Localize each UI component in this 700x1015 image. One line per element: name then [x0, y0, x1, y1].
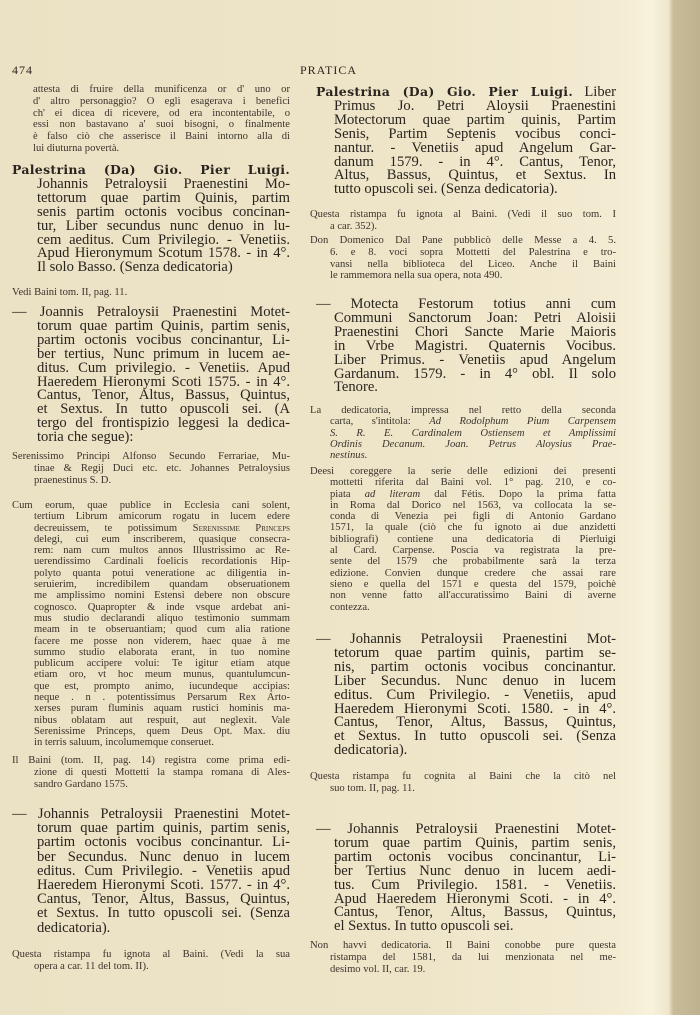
- text-line: tinae & Regij Duci etc. etc. Johannes Petraloysius: [34, 462, 290, 474]
- text-line: torum quae partim Quinis, partim senis,: [37, 317, 290, 334]
- text-line: ditus. Cum privilegio. - Venetiis. Apud: [37, 359, 290, 376]
- text-line: Questa ristampa fu ignota al Baini. (Vedi la sua: [12, 949, 290, 960]
- text-line: Haeredem Hieronymi Scoti. 1577. - in 4°.: [37, 877, 290, 894]
- text-line: Il Baini (tom. II, pag. 14) registra come prima edi-: [12, 755, 290, 766]
- text-line: vansi nella biblioteca del Liceo. Anche il Baini: [330, 258, 616, 270]
- text-line: partim octonis vocibus concinantur, Li-: [37, 331, 290, 348]
- text-line: Questa ristampa fu ignota al Baini. (Vedi il suo tom. I: [310, 209, 616, 220]
- text-line: a car. 352).: [330, 220, 378, 232]
- text-line: dedicatoria).: [37, 919, 111, 936]
- entry-heading: Palestrina (Da) Gio. Pier Luigi.: [12, 162, 290, 177]
- entry-heading-rest: Liber: [584, 84, 616, 100]
- running-title: PRATICA: [300, 63, 358, 77]
- text-line: Primus Jo. Petri Aloysii Praenestini: [334, 97, 616, 114]
- text-line: cognosco. Quapropter & inde vsque ardebat ani-: [34, 601, 290, 613]
- text-line: cem aeditus. Cum Privilegio. - Venetiis.: [37, 231, 290, 248]
- text-line: edizione. Convien dunque credere che assai rare: [330, 567, 616, 579]
- text-line: et Sextus. In tutto opuscoli sei. (A: [37, 401, 290, 418]
- text-line: — Joannis Petraloysii Praenestini Motet-: [12, 304, 290, 320]
- text-line: in terris saluum, incolumemque conseruet.: [34, 737, 215, 749]
- text-line: et Sextus. In tutto opuscoli sei. (Senza: [37, 905, 290, 922]
- text-line: et Sextus. In tutto opuscoli sei. (Senza: [334, 728, 616, 745]
- text-line: contezza.: [330, 601, 370, 613]
- text-line: tur, Liber secundus nunc denuo in lu-: [37, 217, 290, 234]
- text-line: in Roma dal Dorico nel 1563, va collocata la se-: [330, 499, 616, 511]
- text-line: partim octonis vocibus concinantur, Li-: [334, 848, 616, 865]
- text-line: sieno e quella del 1571 e questa del 1579, poichè: [330, 578, 616, 590]
- text-line: Johannis Petraloysii Praenestini Mo-: [37, 175, 290, 192]
- text-line: danum 1579. - in 4°. Cantus, Tenor,: [334, 153, 616, 170]
- text-line: non venne fatto all'accuratissimo Baini di averne: [330, 590, 616, 602]
- text-line: uerendissimo Cardinali foelicis recordationis Hip-: [34, 556, 290, 568]
- entry-note: [12, 949, 290, 973]
- text-line: lui diuturna povertà.: [33, 142, 120, 154]
- text-line: que est, prompto animo, iucundeque accipias:: [34, 680, 290, 692]
- entry-note: [310, 235, 616, 282]
- text-line: Ordinis Decanum. Joan. Petrus Aloysius Prae-: [330, 438, 616, 450]
- text-line: ch' ei dicea di ricevere, od era incontentabile, o: [33, 107, 290, 119]
- text-line: toria che segue):: [37, 429, 134, 446]
- text-line: — Johannis Petraloysii Praenestini Motet-: [316, 821, 616, 837]
- entry-note: [12, 287, 290, 299]
- entry-note: [310, 466, 616, 613]
- text-line: nantur. - Venetiis apud Angelum Gar-: [334, 139, 616, 156]
- text-line: nestinus.: [330, 450, 368, 462]
- text-line: opera a car. 11 del tom. II).: [34, 960, 149, 972]
- text-line: tergo del frontispizio leggesi la dedica-: [37, 415, 290, 432]
- text-line: Apud Hieronymum Scotum 1578. - in 4°.: [37, 245, 290, 262]
- text-line: Communi Sanctorum Joan: Petri Aloisii: [334, 309, 616, 326]
- text-line: zione di questi Mottetti la stampa romana di Ales-: [34, 766, 290, 778]
- text-line: Questa ristampa fu cognita al Baini che la citò nel: [310, 771, 616, 782]
- text-line: — Motecta Festorum totius anni cum: [316, 296, 616, 312]
- text-line: decreuissem, te potissimum Serenissime Princeps: [34, 522, 290, 534]
- entry-body: [37, 175, 290, 276]
- entry-right-2: [316, 298, 616, 395]
- entry-right-3: [316, 633, 616, 758]
- entry-left-1: [12, 163, 290, 275]
- text-line: Deesi coreggere la serie delle edizioni dei presenti: [310, 466, 616, 477]
- text-line: Liber Primus. - Venetiis apud Angelum: [334, 351, 616, 368]
- text-line: S. R. E. Cardinalem Ostiensem et Amplissimi: [330, 427, 616, 439]
- text-line: Serenissimo Principi Alfonso Secundo Ferrariae, Mu-: [12, 451, 290, 462]
- text-line: Gardanum. 1579. - in 4° obl. Il solo: [334, 365, 616, 382]
- text-line: Liber Secundus. Nunc denuo in lucem: [334, 672, 616, 689]
- text-line: xerses puram fluminis aquam rustici hominis ma-: [34, 703, 290, 715]
- text-line: publicum accipere volui: Te igitur etiam atque: [34, 658, 290, 670]
- text-line: 6. e 8. voci sopra Mottetti del Palestrina e tro-: [330, 246, 616, 258]
- text-line: summo studio elaborata erant, in tuo nomine: [34, 646, 290, 658]
- text-line: ristampa del 1581, da lui menzionata nel me-: [330, 951, 616, 963]
- text-line: piata ad literam dal Fétis. Dopo la prima fatta: [330, 488, 616, 500]
- text-line: essi non bastavano a' suoi bisogni, o finalmente: [33, 119, 290, 131]
- text-line: senis partim octonis vocibus concinan-: [37, 203, 290, 220]
- text-line: nis, partim octonis vocibus concinantur.: [334, 658, 616, 675]
- text-line: — Johannis Petraloysii Praenestini Motet-: [12, 806, 290, 822]
- entry-left-2: [12, 306, 290, 445]
- entry-body: [334, 97, 616, 198]
- text-line: torum quae partim quinis, partim senis,: [37, 820, 290, 837]
- text-line: sandro Gardano 1575.: [34, 778, 128, 790]
- dedication-address: [12, 451, 290, 486]
- text-line: mus studio declarandi aliquo testimonio summam: [34, 612, 290, 624]
- text-line: dedicatoria).: [334, 742, 408, 759]
- text-line: Cantus, Tenor, Altus, Bassus, Quintus,: [37, 387, 290, 404]
- dedication-text: [12, 500, 290, 749]
- text-line: attesta di fruire della munificenza or d' uno or: [33, 84, 290, 95]
- entry-note: [310, 771, 616, 795]
- text-line: bibliografi) contiene una dedicatoria di Pierluigi: [330, 533, 616, 545]
- text-line: nibus oblatam aut respuit, aut neglexit. Vale: [34, 714, 290, 726]
- text-line: Senis, Partim Septenis vocibus conci-: [334, 125, 616, 142]
- text-line: partim octonis vocibus concinantur. Li-: [37, 834, 290, 851]
- text-line: le rammemora nella sua opera, nota 490.: [330, 270, 503, 282]
- entry-left-3: [12, 807, 290, 935]
- text-line: tettorum quae partim Quinis, partim: [37, 189, 290, 206]
- text-line: 1571, la quale (ciò che fu ignoto ai due anzidetti: [330, 522, 616, 534]
- text-line: editus. Cum Privilegio. - Venetiis apud: [37, 862, 290, 879]
- text-line: Cantus, Tenor, Altus, Bassus, Quintus,: [334, 714, 616, 731]
- text-line: el Sextus. In tutto opuscoli sei.: [334, 918, 514, 935]
- text-line: etiam oro, vt hoc meum munus, quantulumcun-: [34, 669, 290, 681]
- entry-right-4: [316, 823, 616, 934]
- text-line: Vedi Baini tom. II, pag. 11.: [12, 287, 128, 298]
- text-line: d' altro personaggio? O egli esagerava i benefici: [33, 95, 290, 107]
- text-line: suo tom. II, pag. 11.: [330, 782, 415, 794]
- text-line: editus. Cum Privilegio. - Venetiis, apud: [334, 686, 616, 703]
- entry-note: [310, 940, 616, 975]
- text-line: ber Secundus. Nunc denuo in lucem: [37, 848, 290, 865]
- text-line: Cantus, Tenor, Altus, Bassus, Quintus,: [37, 891, 290, 908]
- text-line: tertium Librum amicorum rogatu in lucem edere: [34, 511, 290, 523]
- text-line: torum quae partim Quinis, partim senis,: [334, 834, 616, 851]
- text-line: polyto quanta potui veneratione ac diligentia in-: [34, 567, 290, 579]
- text-line: Non havvi dedicatoria. Il Baini conobbe pure questa: [310, 940, 616, 951]
- text-line: meam in te obseruantiam; quod cum alia ratione: [34, 624, 290, 636]
- text-line: seruierim, incredibilem quandam obseruationem: [34, 579, 290, 591]
- text-line: Don Domenico Dal Pane pubblicò delle Messe a 4. 5.: [310, 235, 616, 246]
- text-line: delegi, cui eum inscriberem, quasique consecra-: [34, 533, 290, 545]
- text-line: desimo vol. II, car. 19.: [330, 963, 426, 975]
- entry-note: [310, 405, 616, 461]
- text-line: La dedicatoria, impressa nel retto della seconda: [310, 405, 616, 416]
- intro-paragraph: [33, 84, 290, 155]
- text-line: tus. Cum Privilegio. 1581. - Venetiis.: [334, 876, 616, 893]
- text-line: Haeredem Hieronymi Scoti 1575. - in 4°.: [37, 373, 290, 390]
- text-line: carta, s'intitola: Ad Rodolphum Pium Carpensem: [330, 416, 616, 428]
- entry-note: [310, 209, 616, 233]
- text-line: tetorum quae partim quinis, partim se-: [334, 644, 616, 661]
- text-line: conda di Venezia pei figli di Antonio Gardano: [330, 511, 616, 523]
- page-number: 474: [12, 63, 33, 77]
- text-line: ber tertius, Nunc primum in lucem ae-: [37, 345, 290, 362]
- entry-right-1: [316, 85, 616, 197]
- entry-heading: Palestrina (Da) Gio. Pier Luigi.: [316, 84, 573, 99]
- text-line: Praenestini Chori Sancte Marie Maioris: [334, 323, 616, 340]
- text-line: sente del 1579 che probabilmente sarà la terza: [330, 556, 616, 568]
- text-line: me amplissimo nomini Estensi debere non obscure: [34, 590, 290, 602]
- text-line: Haeredem Hieronymi Scoti. 1580. - in 4°.: [334, 700, 616, 717]
- text-line: tutto opuscoli sei. (Senza dedicatoria).: [334, 181, 558, 198]
- text-line: è falso ciò che asserisce il Baini intorno alla di: [33, 131, 290, 143]
- text-line: — Johannis Petraloysii Praenestini Mot-: [316, 631, 616, 647]
- text-line: in Vrbe Magistri. Quaternis Vocibus.: [334, 337, 616, 354]
- text-line: Altus, Bassus, Quintus, et Sextus. In: [334, 167, 616, 184]
- text-line: facere me posse non viderem, haec quae à me: [34, 635, 290, 647]
- entry-note: [12, 755, 290, 790]
- text-line: Il solo Basso. (Senza dedicatoria): [37, 259, 233, 276]
- text-line: rem: nam cum multos annos Illustrissimo ac Re-: [34, 545, 290, 557]
- text-line: mottetti riferita dal Baini vol. 1° pag. 210, e co-: [330, 477, 616, 489]
- text-line: Motectorum quae partim quinis, Partim: [334, 111, 616, 128]
- text-line: Tenore.: [334, 379, 378, 396]
- text-line: al Card. Carpense. Poscia va registrata la pre-: [330, 545, 616, 557]
- text-line: Cantus, Tenor, Altus, Bassus, Quintus,: [334, 904, 616, 921]
- text-line: ber Tertius Nunc denuo in lucem aedi-: [334, 862, 616, 879]
- text-line: Serenissime Princeps, quem Deus Opt. Max. diu: [34, 725, 290, 737]
- text-line: Apud Haeredem Hieronymi Scoti. - in 4°.: [334, 890, 616, 907]
- text-line: Cum eorum, quae publice in Ecclesia cani solent,: [12, 500, 290, 511]
- text-line: praenestinus S. D.: [34, 474, 112, 486]
- text-line: neque . n . potentissimus Persarum Rex Arto-: [34, 692, 290, 704]
